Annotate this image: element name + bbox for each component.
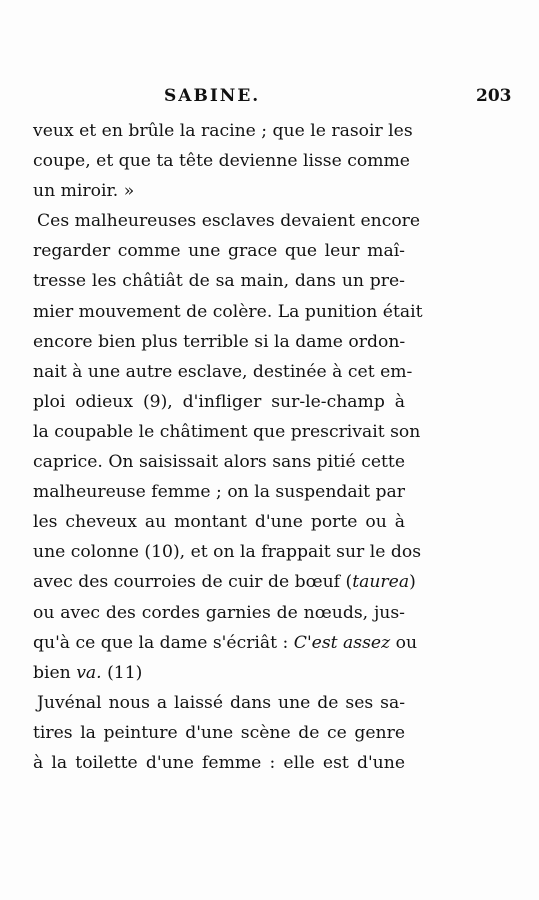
text-line: ou avec des cordes garnies de nœuds, jus-	[33, 602, 405, 623]
text-line: un miroir. »	[33, 181, 135, 202]
paragraph	[33, 116, 413, 206]
text-line: tires la peinture d'une scène de ce genre	[33, 722, 405, 743]
text-line: malheureuse femme ; on la suspendait par	[33, 482, 405, 503]
text-line: à la toilette d'une femme : elle est d'une	[33, 752, 405, 773]
text-line: avec des courroies de cuir de bœuf (taurea)	[33, 572, 416, 593]
paragraph	[33, 206, 423, 688]
text-line: nait à une autre esclave, destinée à cet em-	[33, 361, 413, 382]
text-line: ploi odieux (9), d'infliger sur-le-champ à	[33, 391, 405, 412]
running-head: SABINE.	[164, 86, 261, 106]
body-text	[33, 116, 423, 778]
text-line: mier mouvement de colère. La punition était	[33, 301, 423, 322]
text-line: tresse les châtiât de sa main, dans un pre-	[33, 271, 405, 292]
text-line: encore bien plus terrible si la dame ordon-	[33, 331, 406, 352]
text-line: Juvénal nous a laissé dans une de ses sa-	[37, 692, 405, 713]
text-line: une colonne (10), et on la frappait sur le dos	[33, 542, 422, 563]
text-line: qu'à ce que la dame s'écriât : C'est assez ou	[33, 632, 418, 653]
text-line: Ces malheureuses esclaves devaient encore	[37, 211, 421, 232]
text-line: regarder comme une grace que leur maî-	[33, 241, 405, 262]
text-line: bien va. (11)	[33, 662, 143, 683]
text-line: caprice. On saisissait alors sans pitié cette	[33, 452, 405, 473]
page-header	[0, 86, 539, 112]
paragraph	[33, 688, 405, 778]
text-line: veux et en brûle la racine ; que le rasoir les	[33, 121, 413, 141]
text-line: les cheveux au montant d'une porte ou à	[33, 512, 405, 533]
text-line: coupe, et que ta tête devienne lisse comme	[33, 151, 410, 172]
text-line: la coupable le châtiment que prescrivait son	[33, 421, 421, 442]
page-number: 203	[476, 86, 512, 106]
